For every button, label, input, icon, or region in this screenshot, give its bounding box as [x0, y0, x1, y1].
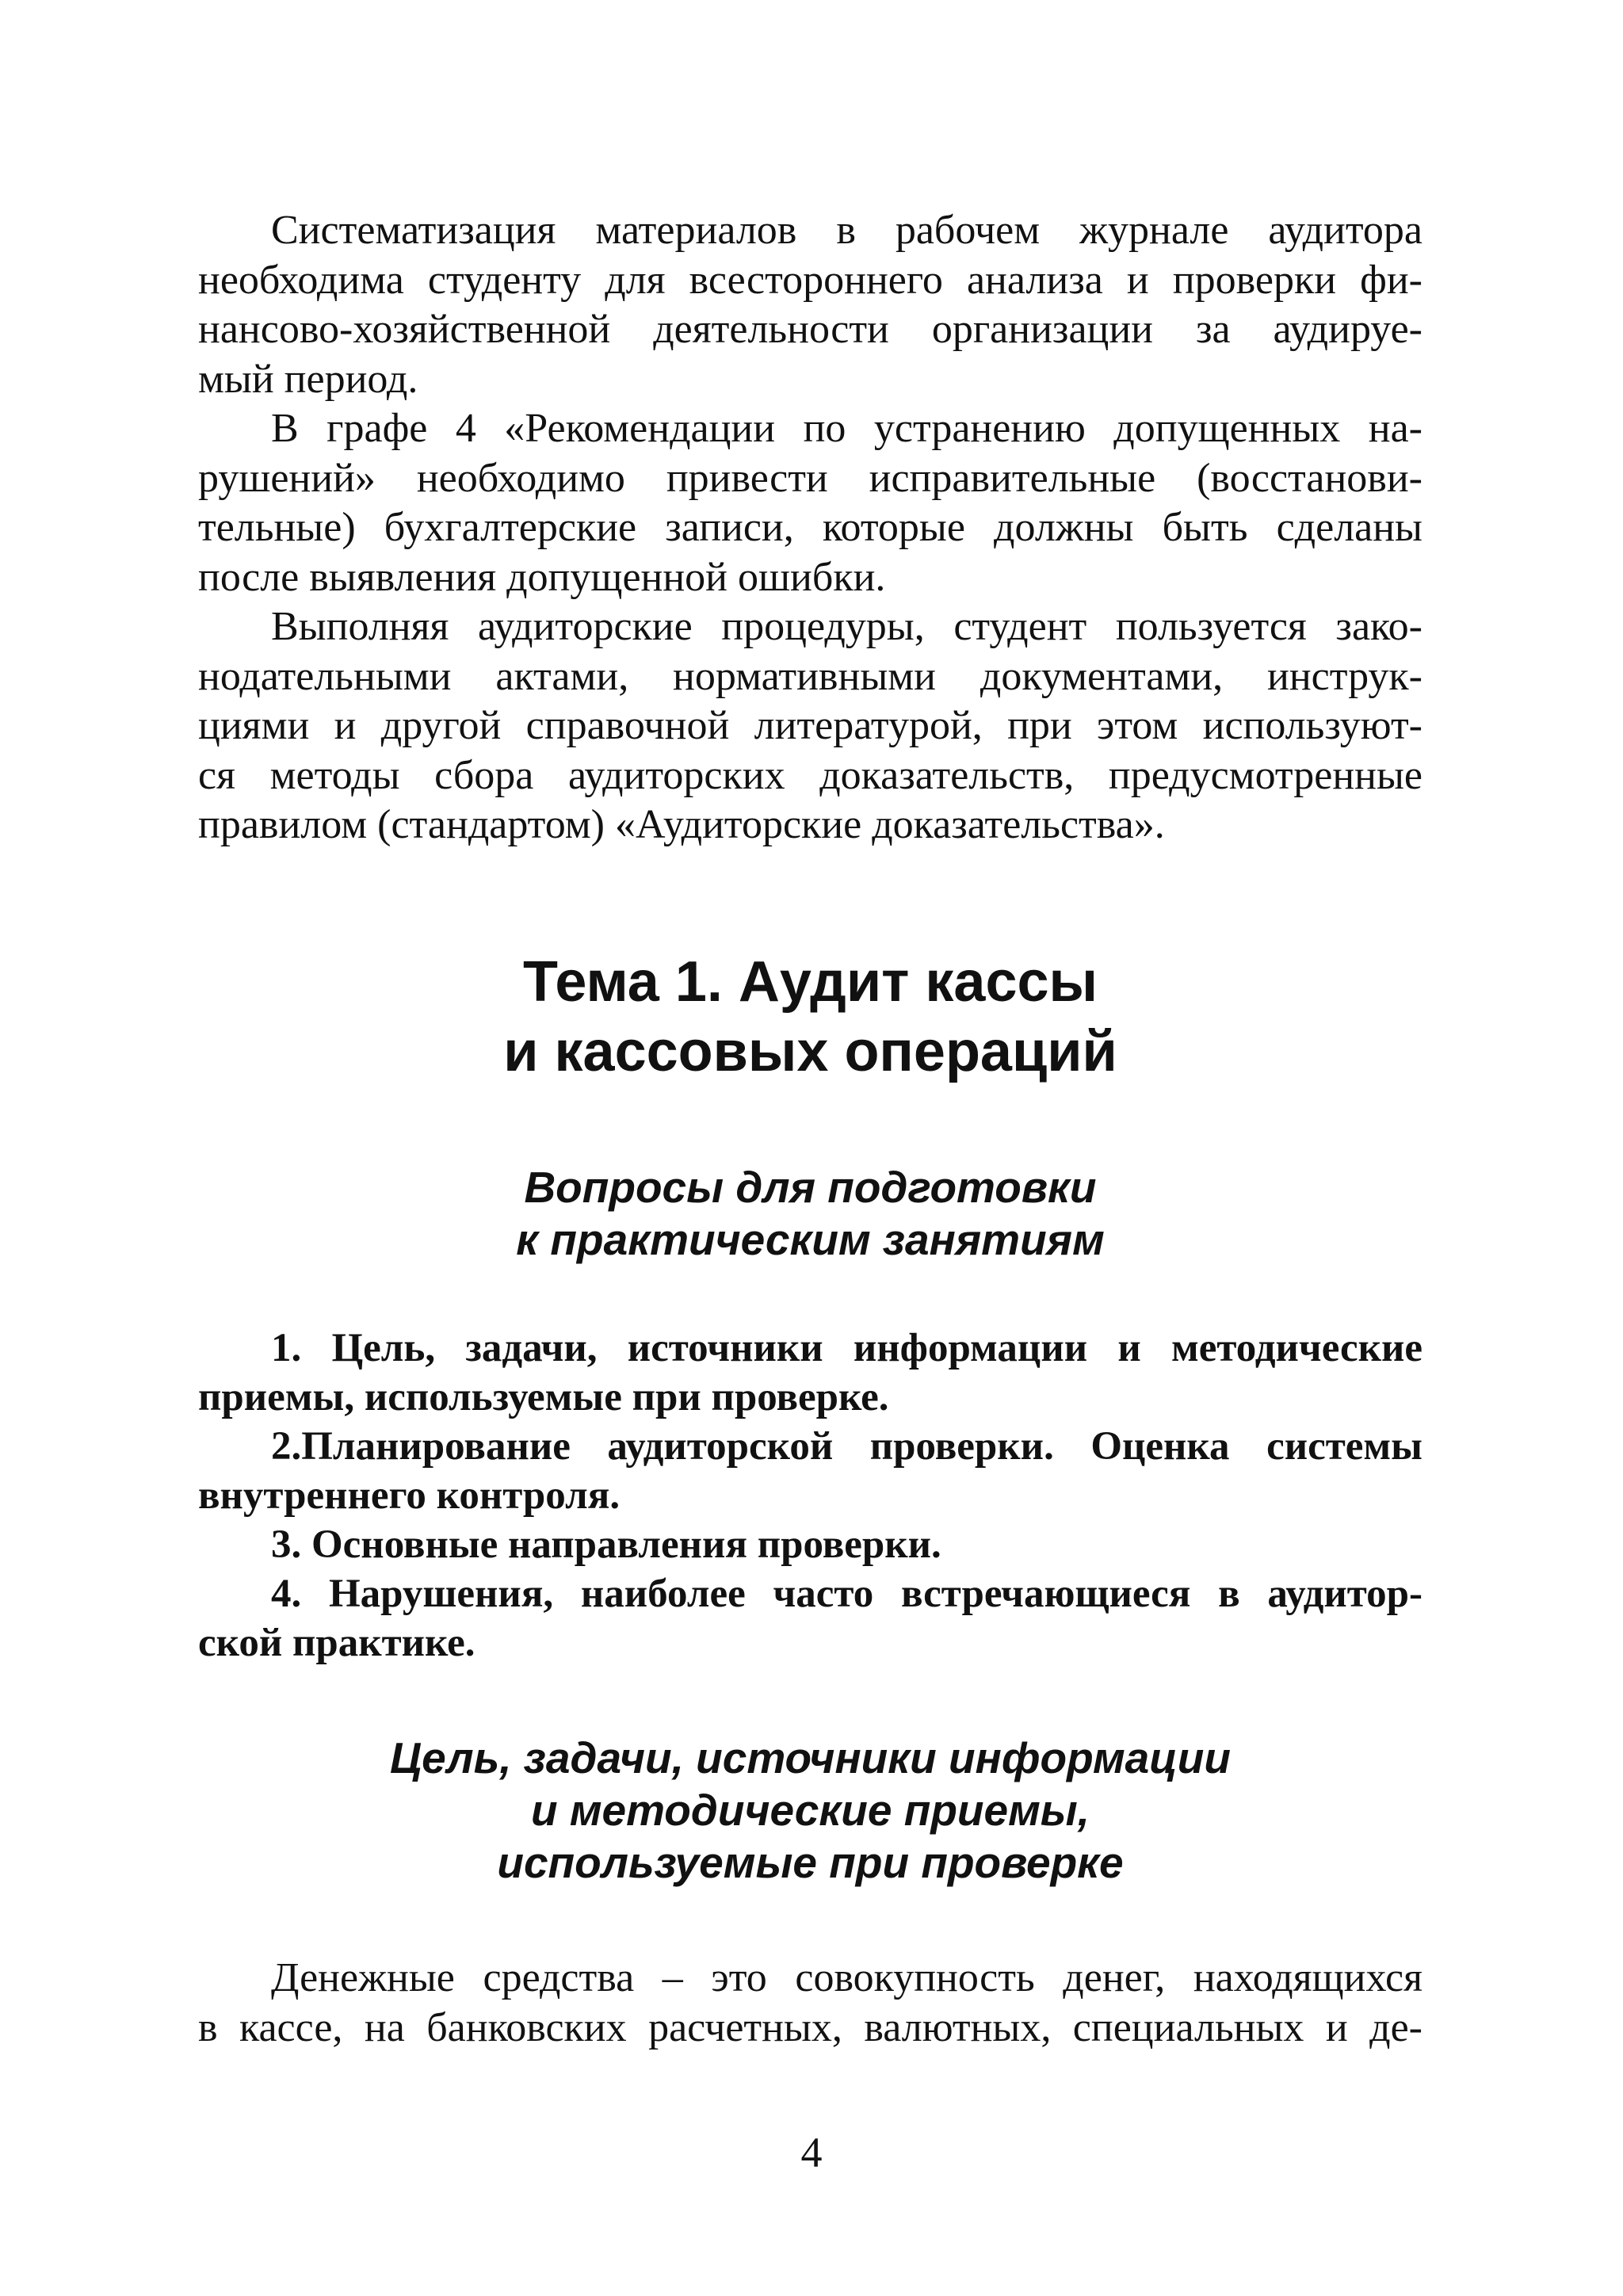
section-heading-line: и методические приемы,	[530, 1786, 1090, 1835]
text-line: Денежные средства – это совокупность денег, находящихся	[271, 1955, 1423, 2000]
question-line: 3. Основные направления проверки.	[271, 1522, 941, 1567]
text-line: нодательными актами, нормативными документами, инструк-	[198, 653, 1423, 699]
text-line: после выявления допущенной ошибки.	[198, 554, 886, 600]
text-line: мый период.	[198, 356, 418, 402]
text-line: циями и другой справочной литературой, при этом используют-	[198, 703, 1423, 748]
text-line: правилом (стандартом) «Аудиторские доказательства».	[198, 802, 1165, 847]
section-heading	[198, 1732, 1423, 1889]
question-line: 1. Цель, задачи, источники информации и методические	[271, 1326, 1423, 1370]
text-line: тельные) бухгалтерские записи, которые должны быть сделаны	[198, 505, 1423, 550]
intro-paragraph-3	[198, 602, 1423, 850]
intro-paragraph-2	[198, 404, 1423, 602]
text-line: в кассе, на банковских расчетных, валютных, специальных и де-	[198, 2004, 1423, 2050]
section-heading-line: Цель, задачи, источники информации	[390, 1733, 1231, 1782]
questions-heading-line: Вопросы для подготовки	[524, 1163, 1097, 1212]
body-paragraph-1	[198, 1954, 1423, 2053]
page-number: 4	[800, 2129, 823, 2176]
text-line: В графе 4 «Рекомендации по устранению допущенных на-	[271, 406, 1423, 451]
questions-heading	[198, 1161, 1423, 1266]
text-line: нансово-хозяйственной деятельности организации за аудируе-	[198, 307, 1423, 352]
text-line: необходима студенту для всестороннего анализа и проверки фи-	[198, 257, 1423, 303]
questions-list	[198, 1324, 1423, 1668]
question-line: ской практике.	[198, 1621, 475, 1665]
text-line: ся методы сбора аудиторских доказательств, предусмотренные	[198, 752, 1423, 798]
text-line: рушений» необходимо привести исправительные (восстанови-	[198, 455, 1423, 501]
text-line: Выполняя аудиторские процедуры, студент пользуется зако-	[271, 604, 1423, 649]
questions-heading-line: к практическим занятиям	[516, 1215, 1105, 1264]
text-line: Систематизация материалов в рабочем журнале аудитора	[271, 208, 1423, 253]
question-line: внутреннего контроля.	[198, 1473, 621, 1518]
topic-title-line: Тема 1. Аудит кассы	[522, 950, 1098, 1014]
intro-paragraph-1	[198, 206, 1423, 404]
section-heading-line: используемые при проверке	[497, 1838, 1124, 1887]
topic-title	[198, 947, 1423, 1087]
question-line: 2.Планирование аудиторской проверки. Оценка системы	[271, 1424, 1423, 1469]
topic-title-line: и кассовых операций	[503, 1020, 1117, 1083]
question-line: приемы, используемые при проверке.	[198, 1375, 889, 1419]
question-line: 4. Нарушения, наиболее часто встречающиеся в аудитор-	[271, 1572, 1423, 1616]
